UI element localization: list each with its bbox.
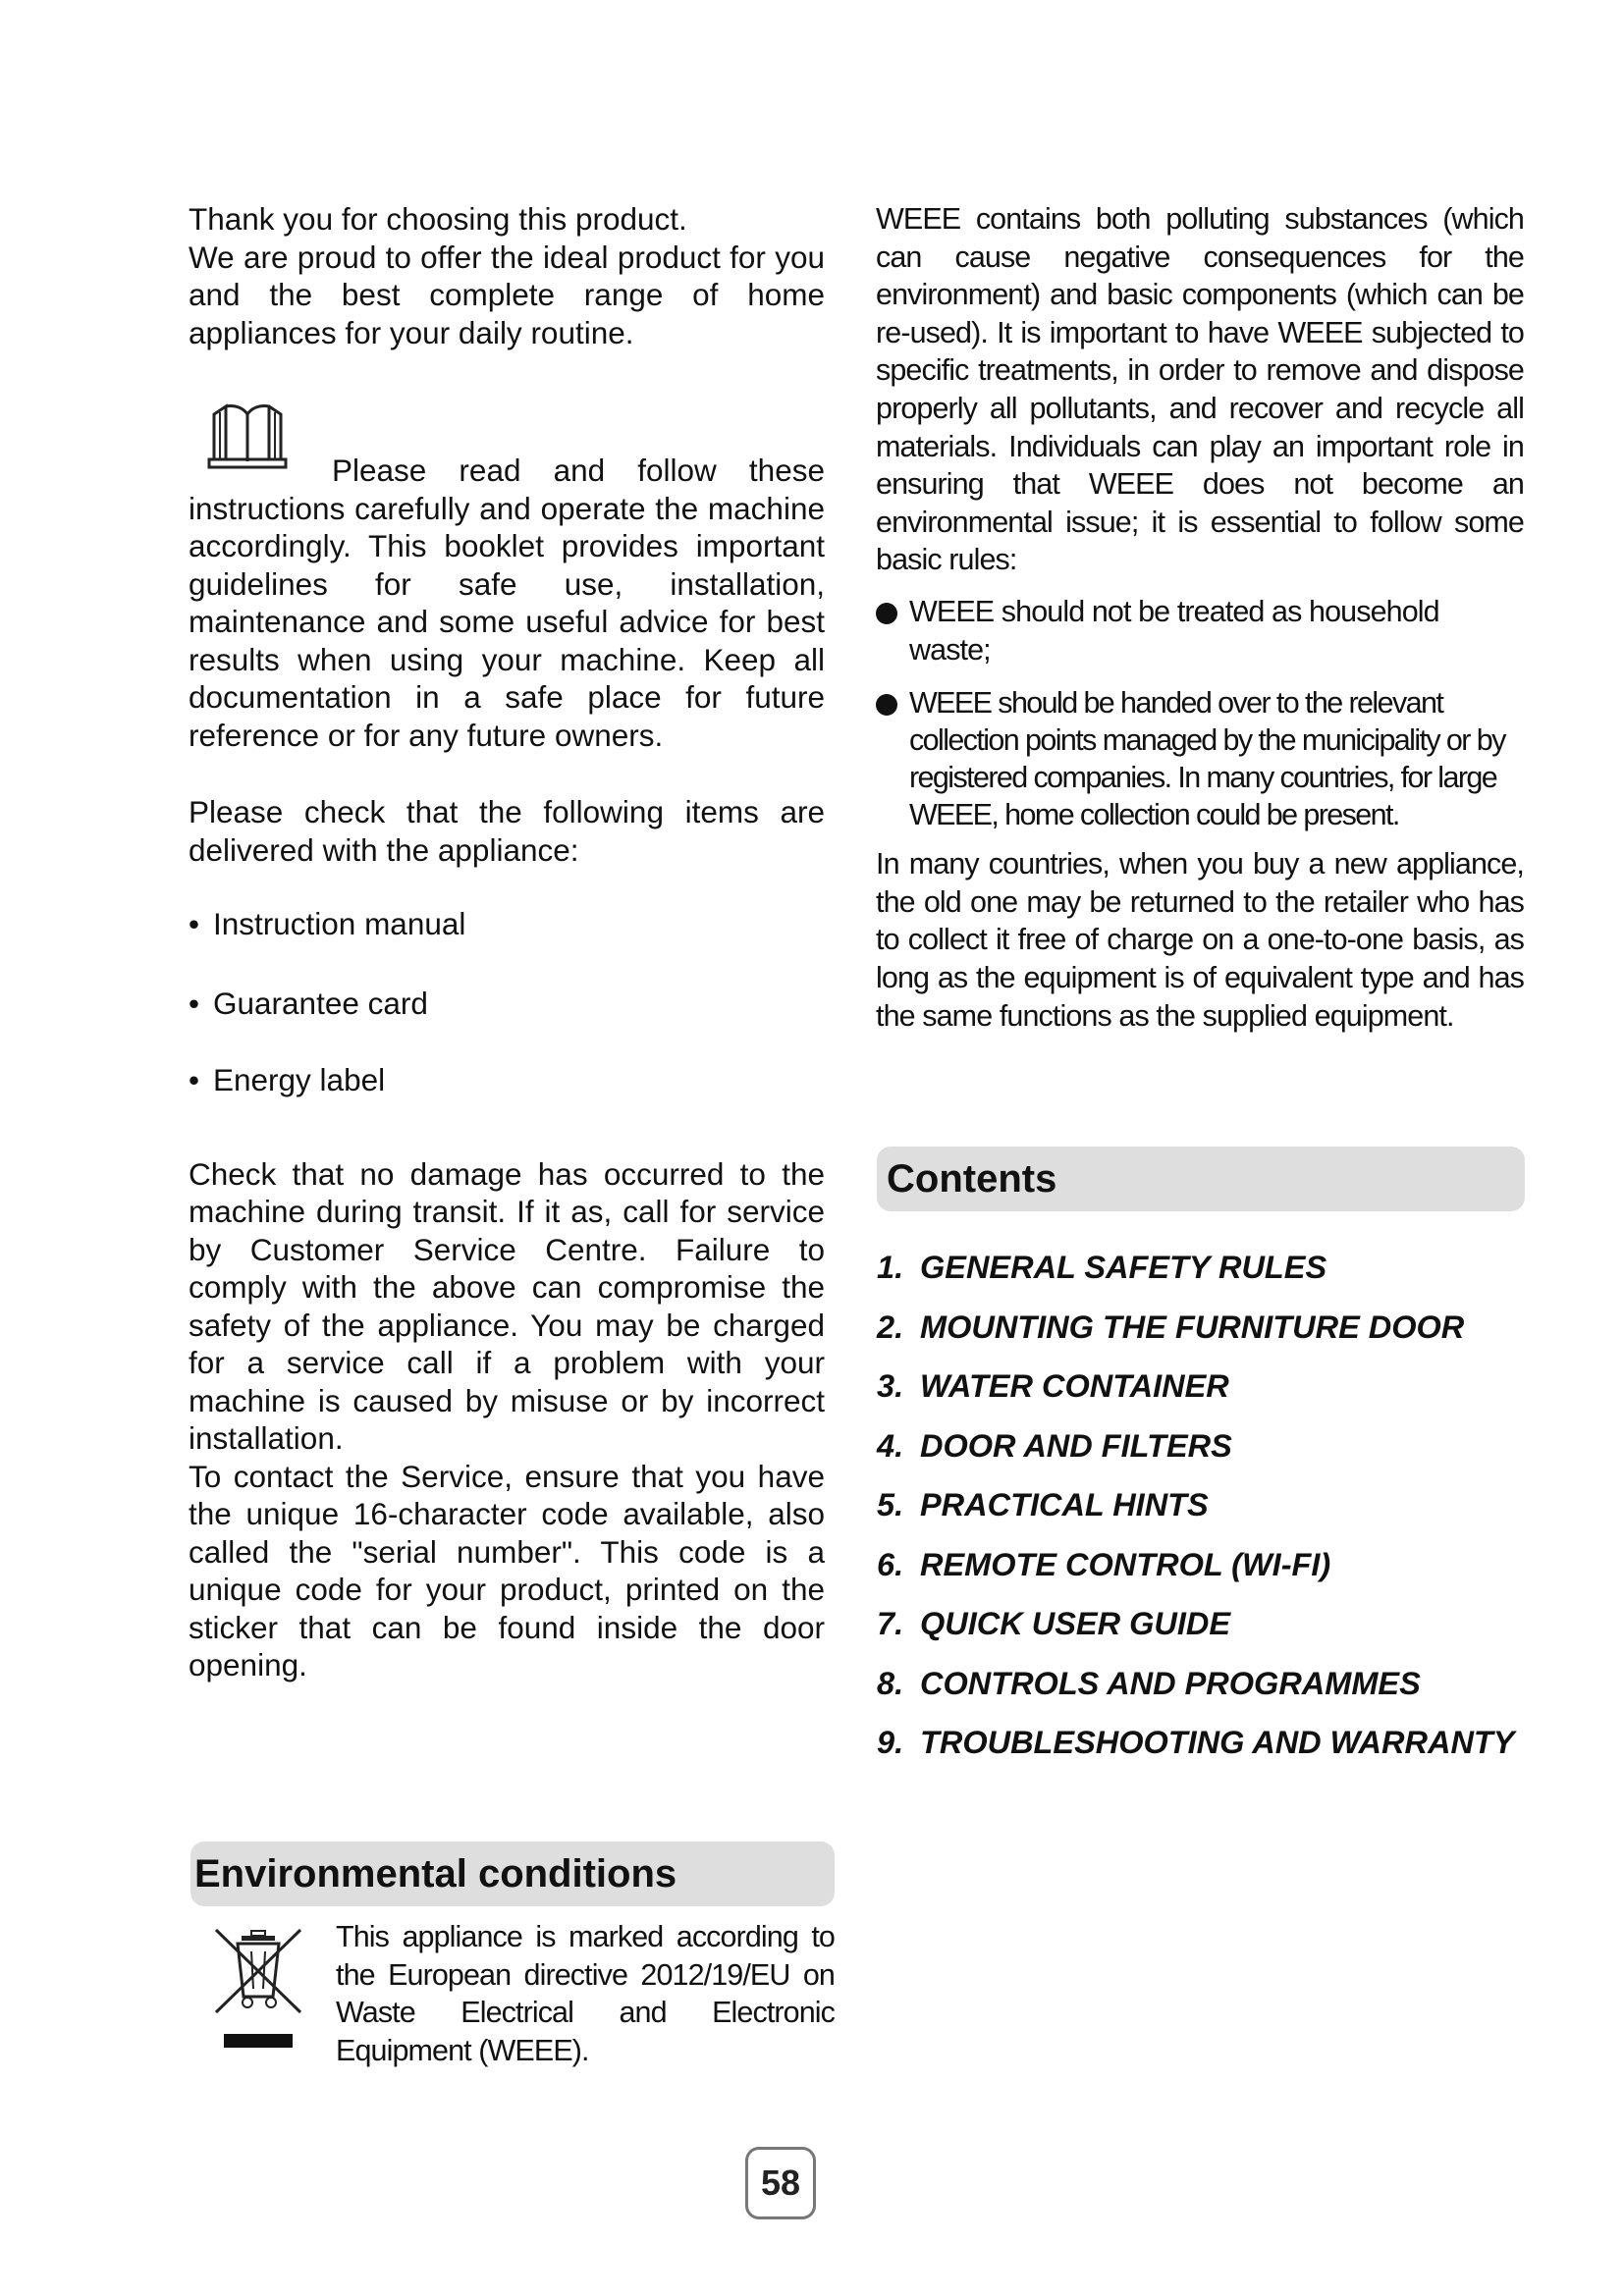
page-number: 58 <box>745 2147 816 2219</box>
toc-item-door-and-filters[interactable] <box>877 1427 1525 1487</box>
toc-item-troubleshooting-and-warranty[interactable] <box>877 1724 1525 1784</box>
toc-number: 1. <box>877 1250 904 1285</box>
list-item: • Instruction manual <box>189 905 825 943</box>
toc-label: GENERAL SAFETY RULES <box>920 1250 1327 1285</box>
right-column <box>876 200 1524 1035</box>
toc-number: 2. <box>877 1308 904 1345</box>
weee-return-paragraph: In many countries, when you buy a new appliance, the old one may be returned to the retailer who has to collect it free of charge on a one-to-one basis, as long as the equipment is of equivalent type and has the same functions as the supplied equipment. <box>876 847 1524 1033</box>
toc-label: TROUBLESHOOTING AND WARRANTY <box>920 1725 1515 1760</box>
intro-proud: We are proud to offer the ideal product for you and the best complete range of home appliances for your daily routine. <box>189 239 825 350</box>
toc-label: CONTROLS AND PROGRAMMES <box>920 1665 1421 1701</box>
toc-item-practical-hints[interactable] <box>877 1486 1525 1546</box>
toc-number: 6. <box>877 1546 904 1582</box>
weee-substances-paragraph: WEEE contains both polluting substances (which can cause negative consequences for the environment) and basic components (which can be re-used). It is important to have WEEE subjected to specific treatments, in order to remove and dispose properly all pollutants, and recover and recycle all materials. Individuals can play an important role in ensuring that WEEE does not become an environmental issue; it is essential to follow some basic rules: <box>876 202 1524 577</box>
weee-marking-text: This appliance is marked according to the European directive 2012/19/EU on Waste Electrical and Electronic Equipment (WEEE). <box>336 1920 835 2067</box>
toc-label: PRACTICAL HINTS <box>920 1487 1209 1522</box>
toc-label: QUICK USER GUIDE <box>920 1606 1231 1641</box>
intro-thanks: Thank you for choosing this product. <box>189 201 687 237</box>
list-item: WEEE should not be treated as household waste; <box>876 593 1524 668</box>
intro-read-instructions <box>189 452 825 754</box>
damage-check-paragraph: Check that no damage has occurred to the machine during transit. If it as, call for service by Customer Service Centre. Failure to comply with the above can compromise the safety of the appliance. You may be charged for a service call if a problem with your machine is caused by misuse or by incorrect installation. <box>189 1155 825 1456</box>
toc-label: WATER CONTAINER <box>920 1368 1229 1404</box>
delivered-items-list <box>189 905 825 1099</box>
toc-number: 5. <box>877 1487 904 1522</box>
toc-item-general-safety-rules[interactable] <box>877 1249 1525 1308</box>
list-item: WEEE should be handed over to the relevant collection points managed by the municipality or by registered companies. In many countries, for large WEEE, home collection could be present. <box>876 684 1524 833</box>
crossed-out-bin-icon <box>212 1926 304 2054</box>
toc-number: 7. <box>877 1606 904 1641</box>
toc-item-quick-user-guide[interactable] <box>877 1605 1525 1665</box>
toc-number: 9. <box>877 1725 904 1760</box>
intro-read-text: Please read and follow these instructions carefully and operate the machine accordingly. This booklet provides important guidelines for safe use, installation, maintenance and some useful advice for best results when using your machine. Keep all documentation in a safe place for future reference or for any future owners. <box>189 453 825 753</box>
environmental-conditions-heading: Environmental conditions <box>190 1842 835 1906</box>
list-item: • Energy label <box>189 1061 825 1099</box>
toc-item-mounting-furniture-door[interactable] <box>877 1308 1525 1368</box>
toc-label: REMOTE CONTROL (WI-FI) <box>920 1546 1331 1582</box>
contents-list <box>877 1249 1525 1784</box>
toc-number: 3. <box>877 1368 904 1404</box>
toc-item-controls-and-programmes[interactable] <box>877 1665 1525 1725</box>
toc-number: 8. <box>877 1665 904 1701</box>
toc-number: 4. <box>877 1427 904 1464</box>
intro-check-items: Please check that the following items are delivered with the appliance: <box>189 794 825 868</box>
list-item: • Guarantee card <box>189 985 825 1023</box>
weee-rules-list <box>876 593 1524 833</box>
toc-item-water-container[interactable] <box>877 1367 1525 1427</box>
toc-label: MOUNTING THE FURNITURE DOOR <box>920 1308 1465 1345</box>
toc-label: DOOR AND FILTERS <box>920 1427 1232 1464</box>
contents-heading: Contents <box>877 1147 1525 1211</box>
book-icon <box>206 400 289 473</box>
toc-item-remote-control[interactable] <box>877 1546 1525 1606</box>
service-contact-paragraph: To contact the Service, ensure that you have the unique 16-character code available, also called the "serial number". This code is a unique code for your product, printed on the sticker that can be found inside the door opening. <box>189 1458 825 1682</box>
